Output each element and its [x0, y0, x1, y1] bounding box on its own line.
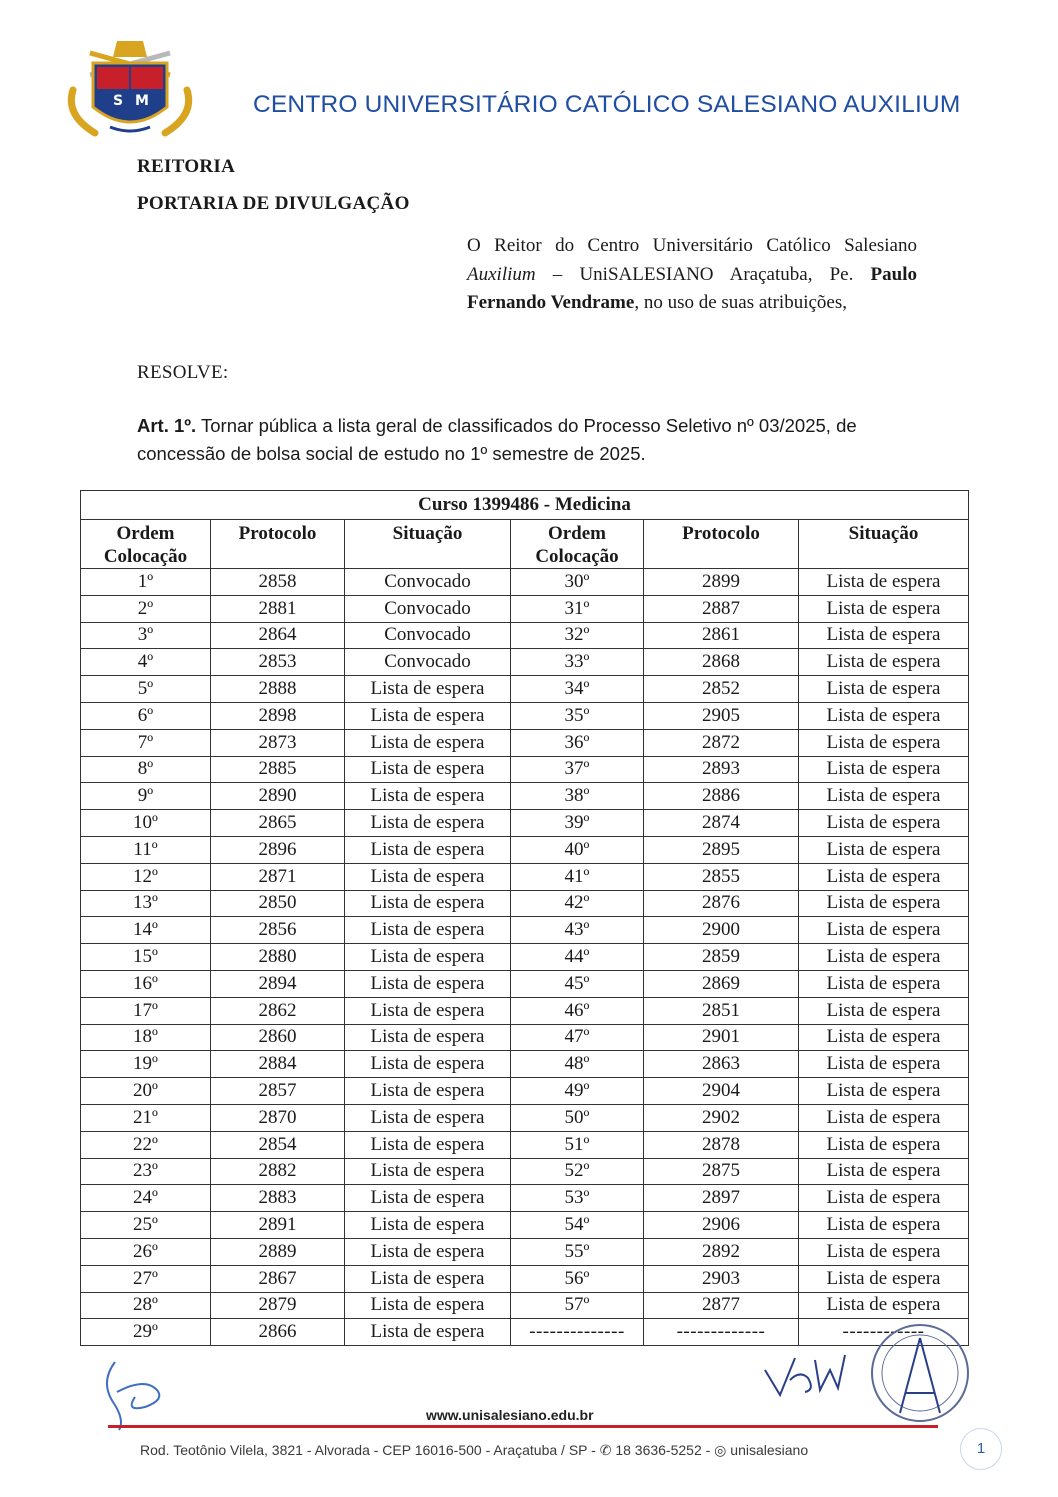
situacao-cell: Lista de espera	[799, 1292, 969, 1319]
ordem-cell: 20º	[81, 1078, 211, 1105]
article-paragraph	[137, 412, 927, 468]
ordem-cell: --------------	[511, 1319, 644, 1346]
situacao-cell: Lista de espera	[345, 1158, 511, 1185]
protocolo-cell: 2860	[211, 1024, 345, 1051]
situacao-cell: Lista de espera	[799, 1212, 969, 1239]
protocolo-cell: 2897	[644, 1185, 799, 1212]
table-body	[81, 569, 969, 1346]
situacao-cell: Lista de espera	[799, 702, 969, 729]
ordem-cell: 42º	[511, 890, 644, 917]
table-row	[81, 1051, 969, 1078]
ordem-cell: 10º	[81, 810, 211, 837]
ordem-cell: 2º	[81, 595, 211, 622]
ordem-cell: 44º	[511, 944, 644, 971]
situacao-cell: Lista de espera	[799, 783, 969, 810]
ordem-cell: 46º	[511, 997, 644, 1024]
protocolo-cell: 2905	[644, 702, 799, 729]
situacao-cell: Lista de espera	[799, 1051, 969, 1078]
intro-text-1: O Reitor do Centro Universitário Católico Salesiano	[467, 235, 917, 256]
protocolo-cell: 2902	[644, 1104, 799, 1131]
situacao-cell: Lista de espera	[345, 676, 511, 703]
resolve-heading: RESOLVE:	[137, 362, 229, 383]
situacao-cell: Lista de espera	[799, 1131, 969, 1158]
protocolo-cell: 2856	[211, 917, 345, 944]
situacao-cell: Lista de espera	[345, 944, 511, 971]
table-row	[81, 810, 969, 837]
ordem-cell: 27º	[81, 1265, 211, 1292]
ordem-cell: 35º	[511, 702, 644, 729]
ordem-cell: 39º	[511, 810, 644, 837]
protocolo-cell: 2863	[644, 1051, 799, 1078]
protocolo-cell: 2854	[211, 1131, 345, 1158]
situacao-cell: Lista de espera	[345, 890, 511, 917]
protocolo-cell: 2851	[644, 997, 799, 1024]
protocolo-cell: 2904	[644, 1078, 799, 1105]
protocolo-cell: 2882	[211, 1158, 345, 1185]
signature-left	[95, 1352, 185, 1432]
header-protocolo-1: Protocolo	[211, 520, 345, 569]
ordem-cell: 8º	[81, 756, 211, 783]
ordem-cell: 49º	[511, 1078, 644, 1105]
ordem-cell: 43º	[511, 917, 644, 944]
ordem-cell: 14º	[81, 917, 211, 944]
protocolo-cell: 2867	[211, 1265, 345, 1292]
table-row	[81, 1238, 969, 1265]
situacao-cell: Lista de espera	[345, 756, 511, 783]
situacao-cell: Lista de espera	[799, 944, 969, 971]
situacao-cell: Lista de espera	[799, 890, 969, 917]
table-row	[81, 702, 969, 729]
table-row	[81, 1104, 969, 1131]
table-row	[81, 970, 969, 997]
table-row	[81, 1212, 969, 1239]
ordem-cell: 28º	[81, 1292, 211, 1319]
table-row	[81, 1078, 969, 1105]
protocolo-cell: 2894	[211, 970, 345, 997]
table-row	[81, 1319, 969, 1346]
intro-text-3: , no uso de suas atribuições,	[634, 292, 847, 313]
situacao-cell: Convocado	[345, 569, 511, 596]
signature-right	[760, 1350, 850, 1400]
situacao-cell: Lista de espera	[345, 1104, 511, 1131]
protocolo-cell: 2850	[211, 890, 345, 917]
ordem-cell: 56º	[511, 1265, 644, 1292]
situacao-cell: Lista de espera	[345, 1319, 511, 1346]
protocolo-cell: 2879	[211, 1292, 345, 1319]
ordem-cell: 23º	[81, 1158, 211, 1185]
situacao-cell: Lista de espera	[345, 1024, 511, 1051]
ordem-cell: 41º	[511, 863, 644, 890]
protocolo-cell: 2901	[644, 1024, 799, 1051]
ordem-cell: 21º	[81, 1104, 211, 1131]
situacao-cell: Lista de espera	[345, 702, 511, 729]
svg-text:S: S	[113, 93, 124, 109]
ordem-cell: 7º	[81, 729, 211, 756]
ordem-cell: 38º	[511, 783, 644, 810]
ordem-cell: 36º	[511, 729, 644, 756]
table-row	[81, 1024, 969, 1051]
ordem-cell: 25º	[81, 1212, 211, 1239]
protocolo-cell: 2866	[211, 1319, 345, 1346]
protocolo-cell: 2873	[211, 729, 345, 756]
situacao-cell: Lista de espera	[799, 1104, 969, 1131]
ordem-cell: 29º	[81, 1319, 211, 1346]
ordem-cell: 45º	[511, 970, 644, 997]
situacao-cell: Lista de espera	[345, 1051, 511, 1078]
svg-text:M: M	[135, 93, 149, 109]
table-row	[81, 997, 969, 1024]
protocolo-cell: 2891	[211, 1212, 345, 1239]
protocolo-cell: 2872	[644, 729, 799, 756]
protocolo-cell: 2880	[211, 944, 345, 971]
ordem-cell: 26º	[81, 1238, 211, 1265]
table-row	[81, 569, 969, 596]
protocolo-cell: 2895	[644, 836, 799, 863]
situacao-cell: Lista de espera	[799, 729, 969, 756]
ordem-cell: 34º	[511, 676, 644, 703]
letterhead	[55, 35, 1015, 145]
situacao-cell: Lista de espera	[345, 1131, 511, 1158]
ordem-cell: 54º	[511, 1212, 644, 1239]
ordem-cell: 52º	[511, 1158, 644, 1185]
page-number: 1	[960, 1428, 1002, 1470]
header-situacao-1: Situação	[345, 520, 511, 569]
header-protocolo-2: Protocolo	[644, 520, 799, 569]
ordem-cell: 19º	[81, 1051, 211, 1078]
situacao-cell: Lista de espera	[345, 1292, 511, 1319]
protocolo-cell: 2865	[211, 810, 345, 837]
situacao-cell: Lista de espera	[799, 1024, 969, 1051]
situacao-cell: Lista de espera	[799, 1238, 969, 1265]
situacao-cell: Lista de espera	[345, 1212, 511, 1239]
protocolo-cell: 2906	[644, 1212, 799, 1239]
table-row	[81, 1292, 969, 1319]
ordem-cell: 5º	[81, 676, 211, 703]
situacao-cell: Lista de espera	[799, 1158, 969, 1185]
protocolo-cell: 2900	[644, 917, 799, 944]
ordem-cell: 11º	[81, 836, 211, 863]
ordem-cell: 37º	[511, 756, 644, 783]
header-situacao-2: Situação	[799, 520, 969, 569]
article-label: Art. 1º.	[137, 415, 197, 436]
protocolo-cell: 2883	[211, 1185, 345, 1212]
table-row	[81, 756, 969, 783]
intro-text-2: – UniSALESIANO Araçatuba, Pe.	[535, 263, 871, 285]
protocolo-cell: 2857	[211, 1078, 345, 1105]
protocolo-cell: 2871	[211, 863, 345, 890]
protocolo-cell: 2898	[211, 702, 345, 729]
protocolo-cell: -------------	[644, 1319, 799, 1346]
ordem-cell: 48º	[511, 1051, 644, 1078]
protocolo-cell: 2861	[644, 622, 799, 649]
protocolo-cell: 2878	[644, 1131, 799, 1158]
protocolo-cell: 2858	[211, 569, 345, 596]
protocolo-cell: 2890	[211, 783, 345, 810]
situacao-cell: Lista de espera	[345, 1238, 511, 1265]
protocolo-cell: 2887	[644, 595, 799, 622]
protocolo-cell: 2885	[211, 756, 345, 783]
situacao-cell: Lista de espera	[799, 810, 969, 837]
department-heading: REITORIA	[137, 156, 236, 177]
ordem-cell: 17º	[81, 997, 211, 1024]
ordem-cell: 15º	[81, 944, 211, 971]
ordem-cell: 51º	[511, 1131, 644, 1158]
table-row	[81, 836, 969, 863]
table-row	[81, 863, 969, 890]
protocolo-cell: 2853	[211, 649, 345, 676]
protocolo-cell: 2875	[644, 1158, 799, 1185]
protocolo-cell: 2889	[211, 1238, 345, 1265]
protocolo-cell: 2869	[644, 970, 799, 997]
protocolo-cell: 2870	[211, 1104, 345, 1131]
situacao-cell: Lista de espera	[799, 649, 969, 676]
protocolo-cell: 2864	[211, 622, 345, 649]
situacao-cell: Lista de espera	[345, 1185, 511, 1212]
situacao-cell: Lista de espera	[799, 1185, 969, 1212]
protocolo-cell: 2862	[211, 997, 345, 1024]
ordem-cell: 22º	[81, 1131, 211, 1158]
ordem-cell: 3º	[81, 622, 211, 649]
situacao-cell: Lista de espera	[345, 783, 511, 810]
situacao-cell: Lista de espera	[345, 810, 511, 837]
situacao-cell: Lista de espera	[799, 676, 969, 703]
rector-name: Paulo Fernando Vendrame	[467, 263, 917, 313]
situacao-cell: Lista de espera	[345, 729, 511, 756]
protocolo-cell: 2874	[644, 810, 799, 837]
ordem-cell: 24º	[81, 1185, 211, 1212]
ordem-cell: 55º	[511, 1238, 644, 1265]
ordem-cell: 50º	[511, 1104, 644, 1131]
situacao-cell: Lista de espera	[345, 1265, 511, 1292]
results-table	[80, 490, 969, 1346]
table-row	[81, 1131, 969, 1158]
ordem-cell: 30º	[511, 569, 644, 596]
situacao-cell: Lista de espera	[345, 863, 511, 890]
situacao-cell: Lista de espera	[799, 970, 969, 997]
protocolo-cell: 2859	[644, 944, 799, 971]
situacao-cell: Convocado	[345, 622, 511, 649]
situacao-cell: ------------	[799, 1319, 969, 1346]
table-row	[81, 783, 969, 810]
situacao-cell: Lista de espera	[799, 595, 969, 622]
table-row	[81, 1185, 969, 1212]
ordem-cell: 33º	[511, 649, 644, 676]
table-row	[81, 890, 969, 917]
table-row	[81, 622, 969, 649]
protocolo-cell: 2868	[644, 649, 799, 676]
header-ordem-1: Ordem Colocação	[81, 520, 211, 569]
protocolo-cell: 2877	[644, 1292, 799, 1319]
protocolo-cell: 2903	[644, 1265, 799, 1292]
ordem-cell: 1º	[81, 569, 211, 596]
situacao-cell: Convocado	[345, 649, 511, 676]
ordem-cell: 53º	[511, 1185, 644, 1212]
ordem-cell: 4º	[81, 649, 211, 676]
ordem-cell: 16º	[81, 970, 211, 997]
legal-department-stamp	[860, 1318, 980, 1428]
header-ordem-2: Ordem Colocação	[511, 520, 644, 569]
protocolo-cell: 2881	[211, 595, 345, 622]
intro-italic: Auxilium	[467, 263, 536, 285]
protocolo-cell: 2899	[644, 569, 799, 596]
ordem-cell: 57º	[511, 1292, 644, 1319]
ordem-cell: 18º	[81, 1024, 211, 1051]
protocolo-cell: 2893	[644, 756, 799, 783]
situacao-cell: Lista de espera	[799, 569, 969, 596]
situacao-cell: Lista de espera	[799, 997, 969, 1024]
table-row	[81, 729, 969, 756]
ordem-cell: 40º	[511, 836, 644, 863]
table-header-row	[81, 520, 969, 569]
protocolo-cell: 2896	[211, 836, 345, 863]
protocolo-cell: 2886	[644, 783, 799, 810]
situacao-cell: Lista de espera	[345, 970, 511, 997]
protocolo-cell: 2892	[644, 1238, 799, 1265]
article-text: Tornar pública a lista geral de classificados do Processo Seletivo nº 03/2025, de concessão de bolsa social de estudo no 1º semestre de 2025.	[137, 415, 857, 464]
table-row	[81, 649, 969, 676]
table-row	[81, 944, 969, 971]
institution-title: CENTRO UNIVERSITÁRIO CATÓLICO SALESIANO AUXILIUM	[253, 91, 961, 118]
situacao-cell: Lista de espera	[799, 756, 969, 783]
course-title: Curso 1399486 - Medicina	[81, 491, 969, 520]
protocolo-cell: 2855	[644, 863, 799, 890]
table-row	[81, 917, 969, 944]
ordem-cell: 6º	[81, 702, 211, 729]
situacao-cell: Lista de espera	[799, 836, 969, 863]
ordem-cell: 9º	[81, 783, 211, 810]
situacao-cell: Lista de espera	[799, 622, 969, 649]
results-table-container	[80, 490, 970, 1346]
situacao-cell: Lista de espera	[345, 997, 511, 1024]
table-row	[81, 1265, 969, 1292]
footer-website: www.unisalesiano.edu.br	[426, 1407, 594, 1423]
situacao-cell: Lista de espera	[345, 1078, 511, 1105]
footer-address: Rod. Teotônio Vilela, 3821 - Alvorada - CEP 16016-500 - Araçatuba / SP - ✆ 18 3636-5252 - ◎ unisalesiano	[140, 1442, 809, 1458]
situacao-cell: Lista de espera	[799, 917, 969, 944]
protocolo-cell: 2876	[644, 890, 799, 917]
footer-divider	[108, 1425, 938, 1428]
ordem-cell: 47º	[511, 1024, 644, 1051]
protocolo-cell: 2852	[644, 676, 799, 703]
intro-paragraph	[467, 232, 917, 318]
situacao-cell: Convocado	[345, 595, 511, 622]
table-row	[81, 595, 969, 622]
protocolo-cell: 2884	[211, 1051, 345, 1078]
ordem-cell: 13º	[81, 890, 211, 917]
ordem-cell: 32º	[511, 622, 644, 649]
situacao-cell: Lista de espera	[799, 863, 969, 890]
situacao-cell: Lista de espera	[799, 1078, 969, 1105]
document-type-heading: PORTARIA DE DIVULGAÇÃO	[137, 193, 410, 214]
ordem-cell: 31º	[511, 595, 644, 622]
table-row	[81, 676, 969, 703]
situacao-cell: Lista de espera	[345, 917, 511, 944]
ordem-cell: 12º	[81, 863, 211, 890]
protocolo-cell: 2888	[211, 676, 345, 703]
table-row	[81, 1158, 969, 1185]
situacao-cell: Lista de espera	[345, 836, 511, 863]
situacao-cell: Lista de espera	[799, 1265, 969, 1292]
institution-logo	[55, 35, 205, 140]
